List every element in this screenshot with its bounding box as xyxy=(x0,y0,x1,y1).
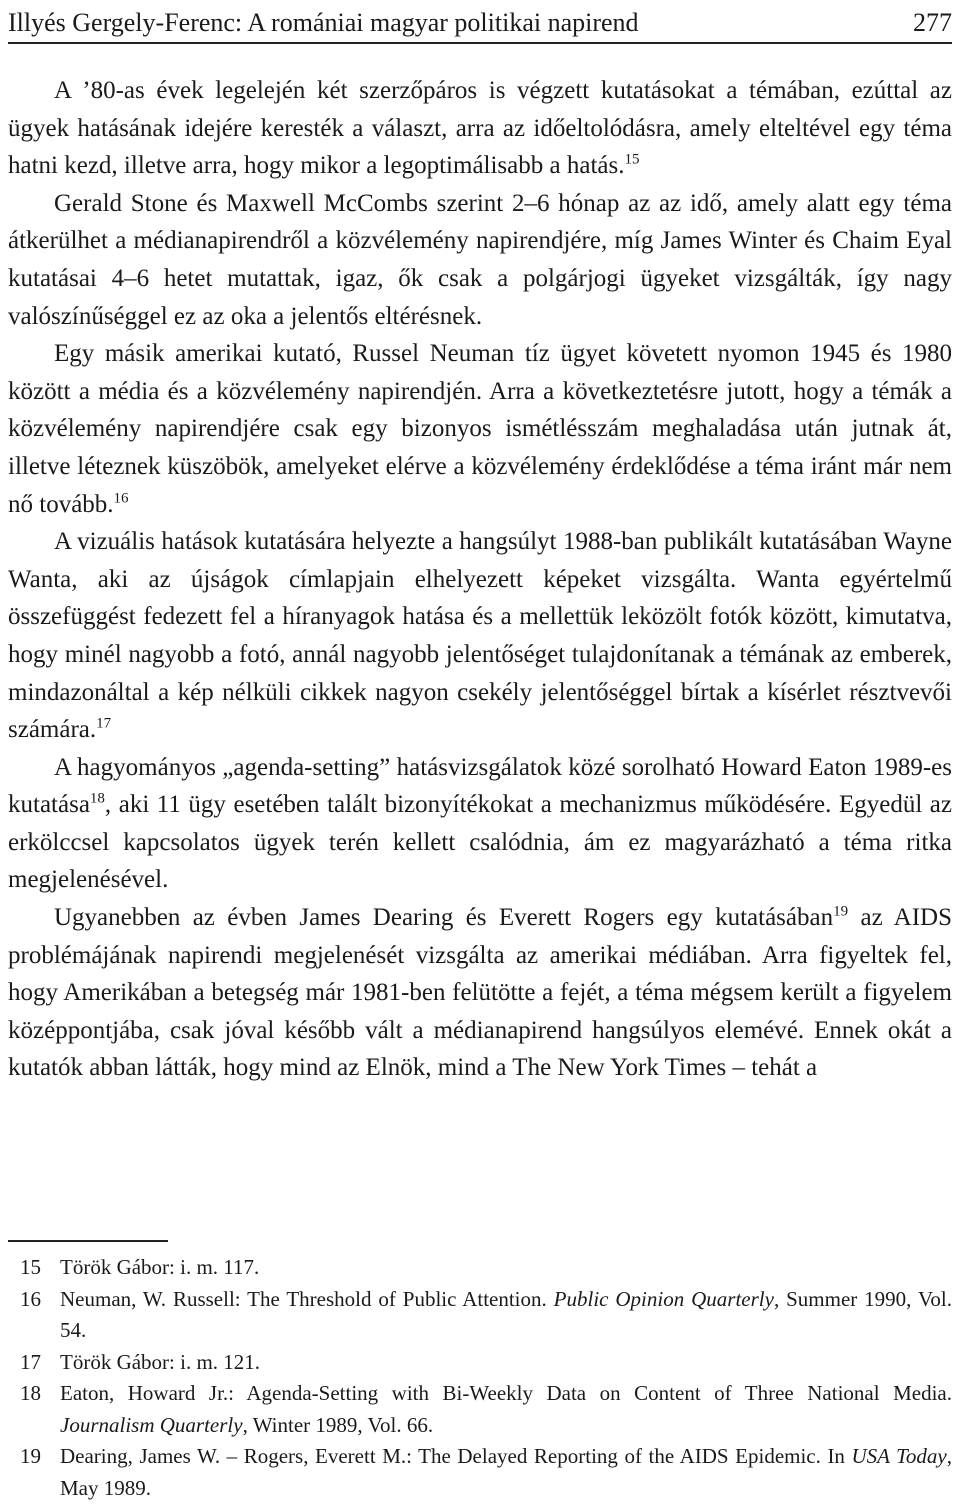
paragraph: A vizuális hatások kutatására helyezte a hangsúlyt 1988-ban publikált kutatásában Wayne Wanta, aki az újságok címlapjain elhelyezett képeket vizsgálta. Wanta egyértelmű összefüggést fedezett fel a híranyagok hatása és a mellettük leközölt fotók között, kimutatva, hogy minél nagyobb a fotó, annál nagyobb jelentőséget tulajdonítanak a témának az emberek, mindazonáltal a kép nélküli cikkek nagyon csekély jelentőséggel bírtak a kísérlet résztvevői számára.$^{17}$ xyxy=(8,528,952,744)
paragraph: A ’80-as évek legelején két szerzőpáros is végzett kutatásokat a témában, ezúttal az ügyek hatásának idejére keresték a választ, arra az időeltolódásra, amely elteltével egy téma hatni kezd, illetve arra, hogy mikor a legoptimálisabb a hatás.$^{15}$ xyxy=(8,77,952,180)
footnote-number: 17 xyxy=(20,1349,41,1374)
footnote-ref[interactable]: 19 xyxy=(833,903,849,920)
footnote-text: Török Gábor: i. m. 121. xyxy=(60,1349,261,1374)
footnote-separator xyxy=(8,1240,168,1242)
footnote-text: Eaton, Howard Jr.: Agenda-Setting with Bi-Weekly Data on Content of Three National Media. Journalism Quarterly, Winter 1989, Vol. 66. xyxy=(60,1381,952,1437)
footnote xyxy=(8,1252,952,1284)
paragraph: Egy másik amerikai kutató, Russel Neuman tíz ügyet követett nyomon 1945 és 1980 között a média és a közvélemény napirendjén. Arra a következtetésre jutott, hogy a témák a közvélemény napirendjére csak egy bizonyos ismétlésszám meghaladása után jutnak át, illetve léteznek küszöbök, amelyeket elérve a közvélemény érdeklődése a téma iránt már nem nő tovább.$^{16}$ xyxy=(8,340,952,518)
footnote xyxy=(8,1441,952,1504)
publication-title: USA Today xyxy=(851,1444,947,1468)
paragraph: Ugyanebben az évben James Dearing és Everett Rogers egy kutatásában$^{19}$ az AIDS problémájának napirendi megjelenését vizsgálta az amerikai médiában. Arra figyeltek fel, hogy Amerikában a betegség már 1981-ben felütötte a fejét, a téma mégsem került a figyelem középpontjába, csak jóval később vált a médianapirend hangsúlyos elemévé. Ennek okát a kutatók abban látták, hogy mind az Elnök, mind a The New York Times – tehát a xyxy=(8,903,952,1082)
footnote-ref[interactable]: 17 xyxy=(96,715,112,732)
footnote xyxy=(8,1378,952,1441)
footnote-ref[interactable]: 18 xyxy=(89,790,105,807)
footnote-text: Neuman, W. Russell: The Threshold of Public Attention. Public Opinion Quarterly, Summer 1990, Vol. 54. xyxy=(60,1286,952,1342)
footnotes xyxy=(8,1252,952,1504)
footnote-number: 15 xyxy=(20,1255,41,1279)
footnote-text: Dearing, James W. – Rogers, Everett M.: The Delayed Reporting of the AIDS Epidemic. In USA Today, May 1989. xyxy=(60,1444,953,1500)
footnote-number: 16 xyxy=(20,1286,41,1311)
body-text xyxy=(8,72,952,1087)
paragraph: A hagyományos „agenda-setting” hatásvizsgálatok közé sorolható Howard Eaton 1989-es kutatása$^{18}$, aki 11 ügy esetében talált bizonyítékokat a mechanizmus működésére. Egyedül az erkölccsel kapcsolatos ügyek terén kellett csalódnia, ám ez magyarázható a téma ritka megjelenésével. xyxy=(8,753,952,894)
journal-title: Journalism Quarterly xyxy=(60,1412,243,1437)
footnote-number: 18 xyxy=(20,1381,41,1405)
footnote-ref[interactable]: 16 xyxy=(113,490,129,507)
footnote xyxy=(8,1347,952,1379)
journal-title: Public Opinion Quarterly xyxy=(553,1286,774,1311)
footnote-ref[interactable]: 15 xyxy=(624,151,640,168)
running-title: Illyés Gergely-Ferenc: A romániai magyar politikai napirend xyxy=(8,8,639,37)
paragraph: Gerald Stone és Maxwell McCombs szerint 2–6 hónap az az idő, amely alatt egy téma átkerülhet a médianapirendről a közvélemény napirendjére, míg James Winter és Chaim Eyal kutatásai 4–6 hetet mutattak, igaz, ők csak a polgárjogi ügyeket vizsgálták, így nagy valószínűséggel ez az oka a jelentős eltérésnek. xyxy=(8,189,952,330)
footnote-text: Török Gábor: i. m. 117. xyxy=(60,1255,260,1279)
footnote xyxy=(8,1284,952,1347)
footnote-number: 19 xyxy=(20,1444,41,1468)
page-number: 277 xyxy=(913,8,952,37)
running-header xyxy=(8,0,952,44)
